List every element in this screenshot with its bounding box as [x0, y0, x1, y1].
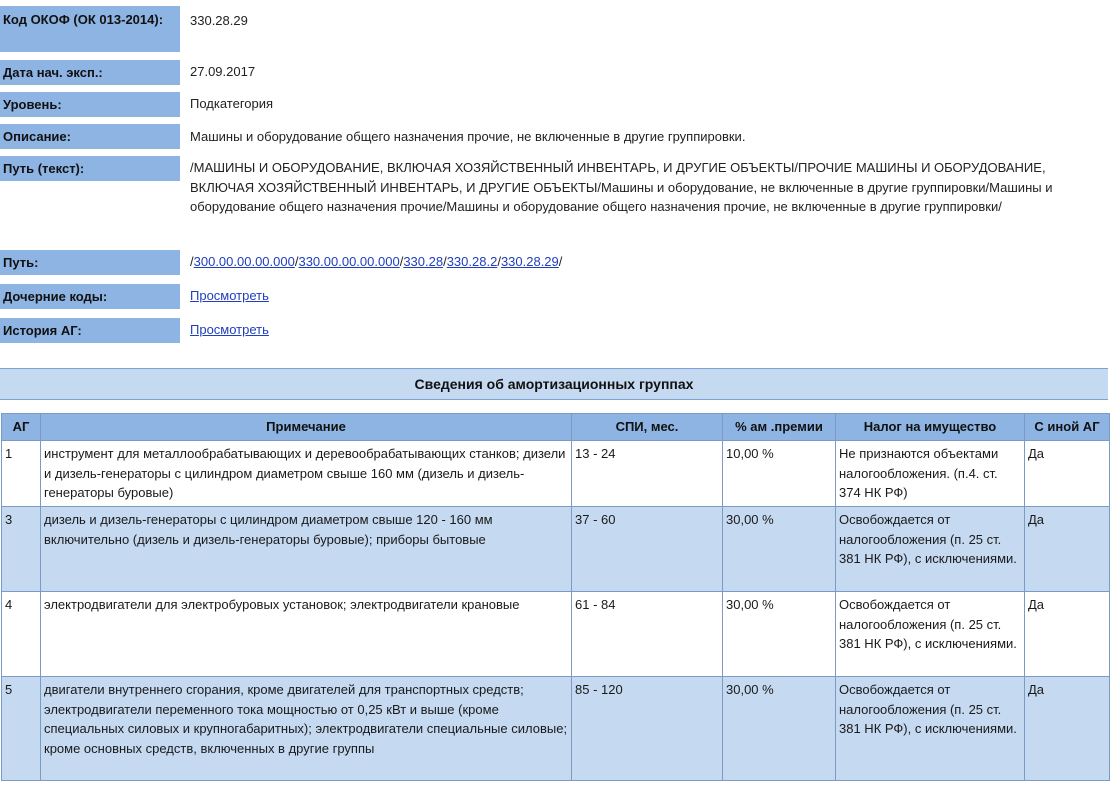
- header-note: Примечание: [41, 414, 572, 441]
- cell-ag: 3: [2, 507, 41, 592]
- header-other-ag: С иной АГ: [1025, 414, 1110, 441]
- cell-other-ag: Да: [1025, 507, 1110, 592]
- ag-history-view-link[interactable]: Просмотреть: [190, 322, 269, 337]
- cell-premium: 30,00 %: [723, 677, 836, 781]
- cell-tax: Освобождается от налогообложения (п. 25 ст. 381 НК РФ), с исключениями.: [836, 677, 1025, 781]
- cell-note: электродвигатели для электробуровых установок; электродвигатели крановые: [41, 592, 572, 677]
- header-spi: СПИ, мес.: [572, 414, 723, 441]
- amortization-section-title: Сведения об амортизационных группах: [0, 368, 1108, 400]
- amortization-table: [1, 413, 1110, 781]
- description-value: Машины и оборудование общего назначения прочие, не включенные в другие группировки.: [190, 129, 746, 144]
- cell-tax: Освобождается от налогообложения (п. 25 ст. 381 НК РФ), с исключениями.: [836, 592, 1025, 677]
- okof-code-label: Код ОКОФ (ОК 013-2014):: [0, 6, 180, 52]
- cell-tax: Освобождается от налогообложения (п. 25 ст. 381 НК РФ), с исключениями.: [836, 507, 1025, 592]
- table-header-row: [2, 414, 1110, 441]
- path-link-330[interactable]: 330.00.00.00.000: [298, 254, 400, 269]
- description-row: [0, 124, 1115, 149]
- path-link-330-28-2[interactable]: 330.28.2: [446, 254, 498, 269]
- cell-premium: 10,00 %: [723, 441, 836, 507]
- cell-spi: 37 - 60: [572, 507, 723, 592]
- header-premium: % ам .премии: [723, 414, 836, 441]
- path-link-300[interactable]: 300.00.00.00.000: [193, 254, 295, 269]
- path-row: [0, 250, 1115, 275]
- child-codes-view-link[interactable]: Просмотреть: [190, 288, 269, 303]
- table-row: [2, 441, 1110, 507]
- ag-history-label: История АГ:: [0, 318, 180, 343]
- cell-tax: Не признаются объектами налогообложения. (п.4. ст. 374 НК РФ): [836, 441, 1025, 507]
- cell-ag: 5: [2, 677, 41, 781]
- start-date-row: [0, 60, 1115, 85]
- level-value: Подкатегория: [190, 96, 274, 111]
- child-codes-label: Дочерние коды:: [0, 284, 180, 309]
- cell-spi: 13 - 24: [572, 441, 723, 507]
- ag-history-row: [0, 318, 1115, 343]
- level-row: [0, 92, 1115, 117]
- header-tax: Налог на имущество: [836, 414, 1025, 441]
- start-date-value: 27.09.2017: [190, 64, 256, 79]
- cell-other-ag: Да: [1025, 441, 1110, 507]
- path-label: Путь:: [0, 250, 180, 275]
- path-breadcrumb: /300.00.00.00.000/330.00.00.00.000/330.28/330.28.2/330.28.29/: [190, 254, 563, 269]
- path-text-value: /МАШИНЫ И ОБОРУДОВАНИЕ, ВКЛЮЧАЯ ХОЗЯЙСТВЕННЫЙ ИНВЕНТАРЬ, И ДРУГИЕ ОБЪЕКТЫ/ПРОЧИЕ МАШИНЫ И ОБОРУДОВАНИЕ, ВКЛЮЧАЯ ХОЗЯЙСТВЕННЫЙ ИНВЕНТАРЬ, И ДРУГИЕ ОБЪЕКТЫ/Машины и оборудование, не включенные в другие группировки/Машины и оборудование общего назначения прочие/Машины и оборудование общего назначения прочие, не включенные в другие группировки/: [190, 160, 1053, 214]
- description-label: Описание:: [0, 124, 180, 149]
- cell-spi: 61 - 84: [572, 592, 723, 677]
- cell-note: инструмент для металлообрабатывающих и деревообрабатывающих станков; дизели и дизель-генераторы с цилиндром диаметром свыше 160 мм (дизель и дизель-генераторы буровые): [41, 441, 572, 507]
- cell-ag: 4: [2, 592, 41, 677]
- table-row: [2, 592, 1110, 677]
- cell-premium: 30,00 %: [723, 507, 836, 592]
- path-link-330-28[interactable]: 330.28: [403, 254, 444, 269]
- child-codes-row: [0, 284, 1115, 309]
- child-codes-value: [190, 286, 1110, 306]
- cell-note: дизель и дизель-генераторы с цилиндром диаметром свыше 120 - 160 мм включительно (дизель и дизель-генераторы буровые); приборы бытовые: [41, 507, 572, 592]
- cell-note: двигатели внутреннего сгорания, кроме двигателей для транспортных средств; электродвигатели переменного тока мощностью от 0,25 кВт и выше (кроме специальных силовых и крупногабаритных); электродвигатели специальные силовые; кроме основных средств, включенных в другие группы: [41, 677, 572, 781]
- cell-ag: 1: [2, 441, 41, 507]
- cell-premium: 30,00 %: [723, 592, 836, 677]
- table-row: [2, 677, 1110, 781]
- cell-other-ag: Да: [1025, 592, 1110, 677]
- path-text-row: [0, 156, 1115, 240]
- start-date-label: Дата нач. эксп.:: [0, 60, 180, 85]
- header-ag: АГ: [2, 414, 41, 441]
- okof-code-value: 330.28.29: [190, 13, 248, 28]
- path-text-label: Путь (текст):: [0, 156, 180, 181]
- table-row: [2, 507, 1110, 592]
- cell-other-ag: Да: [1025, 677, 1110, 781]
- level-label: Уровень:: [0, 92, 180, 117]
- cell-spi: 85 - 120: [572, 677, 723, 781]
- okof-code-row: [0, 6, 1115, 52]
- ag-history-value: [190, 320, 1110, 340]
- path-link-330-28-29[interactable]: 330.28.29: [500, 254, 559, 269]
